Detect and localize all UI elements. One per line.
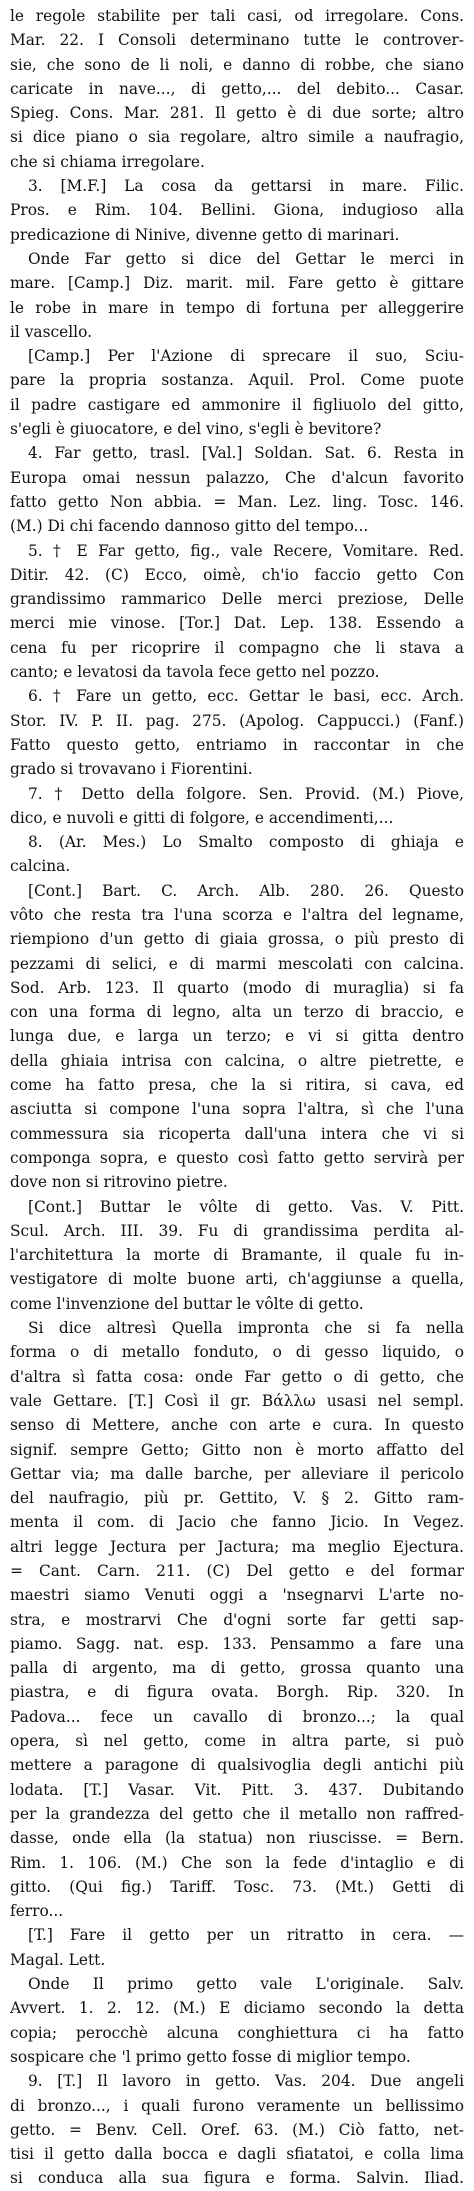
- text-line: Gettar via; ma dalle barche, per alleviare il pericolo: [10, 1464, 464, 1483]
- text-line: l'architettura la morte di Bramante, il quale fu in-: [10, 1246, 464, 1265]
- text-line: Fatto questo getto, entriamo in raccontar in che: [10, 735, 464, 754]
- text-line: si conduca alla sua figura e forma. Salvin. Iliad.: [10, 2169, 464, 2188]
- text-line: dico, e nuvoli e gitti di folgore, e accendimenti,...: [10, 808, 394, 827]
- text-line: dove non si ritrovino pietre.: [10, 1173, 228, 1192]
- text-line: grado si trovavano i Fiorentini.: [10, 760, 253, 779]
- text-line: Scul. Arch. III. 39. Fu di grandissima perdita al-: [10, 1221, 464, 1240]
- text-line: piamo. Sagg. nat. esp. 133. Pensammo a fare una: [10, 1634, 464, 1653]
- text-line: Europa omai nessun palazzo, Che d'alcun favorito: [10, 468, 464, 487]
- text-line: palla di argento, ma di getto, grossa quanto una: [10, 1659, 464, 1678]
- text-line: Padova... fece un cavallo di bronzo...; la qual: [10, 1707, 464, 1726]
- text-line: canto; e levatosi da tavola fece getto nel pozzo.: [10, 663, 380, 682]
- text-line: caricate in nave..., di getto,... del debito... Casar.: [10, 79, 464, 98]
- text-line: pare la propria sostanza. Aquil. Prol. Come puote: [10, 371, 464, 390]
- text-line: 9. [T.] Il lavoro in getto. Vas. 204. Due angeli: [28, 2072, 464, 2091]
- text-line: = Cant. Carn. 211. (C) Del getto e del formar: [10, 1562, 464, 1580]
- text-line: predicazione di Ninive, divenne getto di marinari.: [10, 225, 400, 244]
- text-line: vale Gettare. [T.] Così il gr. Βάλλω usasi nel sempl.: [10, 1391, 464, 1410]
- text-line: menta il com. di Jacio che fanno Jicio. In Vegez.: [10, 1513, 464, 1532]
- text-line: cena fu per ricoprire il compagno che li stava a: [10, 638, 464, 657]
- text-line: lunga due, e larga un terzo; e vi si gitta dentro: [10, 1027, 464, 1046]
- text-line: ferro...: [10, 1902, 64, 1921]
- text-line: come ha fatto presa, che la si ritira, si cava, ed: [10, 1076, 464, 1095]
- text-line: il vascello.: [10, 322, 92, 341]
- text-line: copia; perocchè alcuna conghiettura ci ha fatto: [10, 2023, 464, 2042]
- text-line: gitto. (Qui fig.) Tariff. Tosc. 73. (Mt.) Getti di: [10, 1877, 464, 1896]
- text-line: di bronzo..., i quali furono veramente un bellissimo: [10, 2096, 464, 2115]
- text-line: Onde Far getto si dice del Gettar le merci in: [28, 249, 464, 268]
- text-line: Onde Il primo getto vale L'originale. Salv.: [28, 1975, 464, 1994]
- text-line: Spieg. Cons. Mar. 281. Il getto è di due sorte; altro: [10, 104, 464, 123]
- text-line: signif. sempre Getto; Gitto non è morto affatto del: [10, 1440, 464, 1459]
- text-line: Stor. IV. P. II. pag. 275. (Apolog. Cappucci.) (Fanf.): [10, 711, 464, 730]
- text-line: altri legge Jectura per Jactura; ma meglio Ejectura.: [10, 1537, 464, 1556]
- text-line: maestri siamo Venuti oggi a 'nsegnarvi L'arte no-: [10, 1586, 464, 1605]
- text-line: grandissimo rammarico Delle merci preziose, Delle: [10, 590, 464, 609]
- text-line: vestigatore di molte buone arti, ch'aggiunse a quella,: [10, 1270, 464, 1289]
- text-line: mare. [Camp.] Diz. marit. mil. Fare getto è gittare: [10, 274, 464, 293]
- text-line: che si chiama irregolare.: [10, 152, 205, 171]
- text-line: le robe in mare in tempo di fortuna per alleggerire: [10, 298, 464, 317]
- text-line: Ditir. 42. (C) Ecco, oimè, ch'io faccio getto Con: [10, 565, 464, 584]
- text-line: il padre castigare ed ammonire il figliuolo del gitto,: [10, 395, 464, 414]
- text-line: Sod. Arb. 123. Il quarto (modo di muraglia) si fa: [10, 978, 464, 997]
- text-line: 5. † E Far getto, fig., vale Recere, Vomitare. Red.: [28, 541, 464, 560]
- text-line: Avvert. 1. 2. 12. (M.) E diciamo secondo la detta: [10, 1999, 464, 2018]
- text-line: le regole stabilite per tali casi, od irregolare. Cons.: [10, 7, 464, 25]
- text-line: [Cont.] Bart. C. Arch. Alb. 280. 26. Questo: [28, 881, 464, 900]
- text-line: sospicare che 'l primo getto fosse di miglior tempo.: [10, 2047, 411, 2066]
- text-line: Si dice altresì Quella impronta che si fa nella: [28, 1319, 464, 1338]
- text-line: riempiono d'un getto di giaia grossa, o più presto di: [10, 930, 464, 949]
- text-line: [Cont.] Buttar le vôlte di getto. Vas. V. Pitt.: [28, 1197, 464, 1216]
- text-line: componga sopra, e questo così fatto getto servirà per: [10, 1148, 464, 1167]
- text-line: dasse, onde ella (la statua) non riuscisse. = Bern.: [10, 1829, 464, 1848]
- text-line: Magal. Lett.: [10, 1950, 106, 1969]
- text-line: pezzami di selici, e di marmi mescolati con calcina.: [10, 954, 464, 973]
- text-line: senso di Mettere, anche con arte e cura. In questo: [10, 1416, 464, 1435]
- text-line: getto. = Benv. Cell. Oref. 63. (M.) Ciò fatto, net-: [10, 2120, 464, 2139]
- text-line: (M.) Di chi facendo dannoso gitto del tempo...: [10, 517, 369, 536]
- text-line: asciutta si compone l'una sopra l'altra, sì che l'una: [10, 1100, 464, 1119]
- text-line: d'altra sì fatta cosa: onde Far getto o di getto, che: [10, 1367, 464, 1386]
- text-line: forma o di metallo fonduto, o di gesso liquido, o: [10, 1343, 464, 1362]
- text-line: si dice piano o sia regolare, altro simile a naufragio,: [10, 128, 464, 147]
- text-line: stra, e mostrarvi Che d'ogni sorte far getti sap-: [10, 1610, 464, 1629]
- text-line: 8. (Ar. Mes.) Lo Smalto composto di ghiaja e: [28, 833, 464, 852]
- text-line: commessura sia ricoperta dall'una intera che vi si: [10, 1124, 464, 1143]
- text-line: come l'invenzione del buttar le vôlte di getto.: [10, 1294, 364, 1313]
- text-line: s'egli è giuocatore, e del vino, s'egli è bevitore?: [10, 420, 382, 439]
- text-line: opera, sì nel getto, come in altra parte, si può: [10, 1732, 464, 1751]
- text-line: 4. Far getto, trasl. [Val.] Soldan. Sat. 6. Resta in: [28, 444, 464, 463]
- text-line: merci mie vinose. [Tor.] Dat. Lep. 138. Essendo a: [10, 614, 464, 633]
- text-line: fatto getto Non abbia. = Man. Lez. ling. Tosc. 146.: [10, 492, 464, 511]
- text-line: lodata. [T.] Vasar. Vit. Pitt. 3. 437. Dubitando: [10, 1780, 464, 1799]
- text-line: della ghiaia intrisa con calcina, o altre pietrette, e: [10, 1051, 464, 1070]
- text-line: 7. † Detto della folgore. Sen. Provid. (M.) Piove,: [28, 784, 464, 803]
- text-line: 6. † Fare un getto, ecc. Gettar le basi, ecc. Arch.: [28, 687, 464, 706]
- text-line: [Camp.] Per l'Azione di sprecare il suo, Sciu-: [28, 347, 464, 366]
- text-line: sie, che sono de li noli, e danno di robbe, che siano: [10, 55, 464, 74]
- text-line: per la grandezza del getto che il metallo non raffred-: [10, 1804, 464, 1823]
- text-line: con una forma di legno, alta un terzo di braccio, e: [10, 1003, 464, 1022]
- text-line: mettere a paragone di qualsivoglia degli antichi più: [10, 1756, 464, 1775]
- text-line: 3. [M.F.] La cosa da gettarsi in mare. Filic.: [28, 177, 464, 196]
- text-line: Mar. 22. I Consoli determinano tutte le controver-: [10, 31, 464, 50]
- text-line: Pros. e Rim. 104. Bellini. Giona, indugioso alla: [10, 201, 464, 220]
- text-line: Rim. 1. 106. (M.) Che son la fede d'intaglio e di: [10, 1853, 464, 1872]
- text-line: del naufragio, più pr. Gettito, V. § 2. Gitto ram-: [10, 1489, 464, 1508]
- text-line: piastra, e di figura ovata. Borgh. Rip. 320. In: [10, 1683, 464, 1702]
- text-line: vôto che resta tra l'una scorza e l'altra del legname,: [10, 905, 464, 924]
- text-line: [T.] Fare il getto per un ritratto in cera. —: [28, 1926, 464, 1945]
- text-line: tisi il getto dalla bocca e dagli sfiatatoi, e colla lima: [10, 2145, 464, 2164]
- text-line: calcina.: [10, 857, 71, 876]
